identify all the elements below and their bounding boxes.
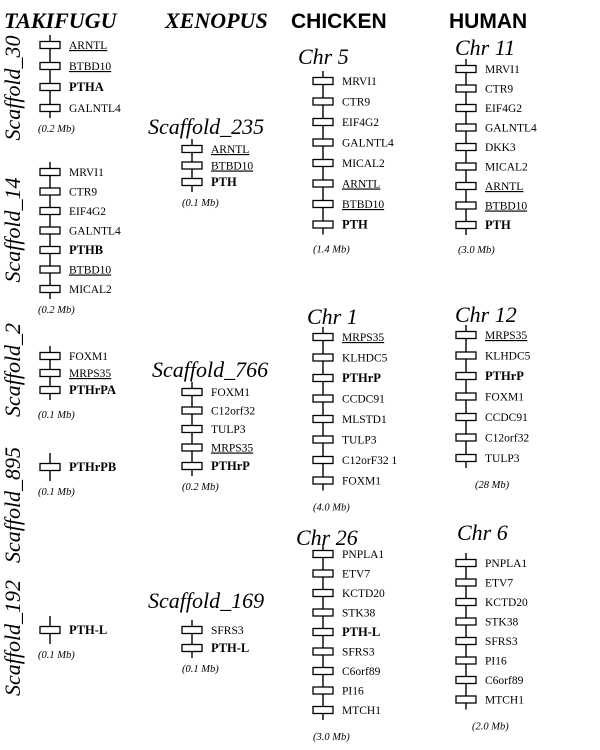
gene-marker	[313, 477, 333, 484]
gene-marker	[40, 286, 60, 293]
block-size-label: (1.4 Mb)	[313, 244, 350, 256]
gene-label-mrvi1: MRVI1	[485, 64, 520, 76]
gene-marker	[313, 436, 333, 443]
gene-label-btbd10: BTBD10	[69, 61, 112, 73]
gene-label-dkk3: DKK3	[485, 142, 516, 154]
gene-marker	[456, 66, 476, 73]
gene-label-pth: PTH	[342, 217, 368, 232]
block-title: Scaffold_2	[0, 322, 25, 418]
column-header-chicken: CHICKEN	[291, 10, 387, 33]
gene-marker	[456, 202, 476, 209]
gene-label-btbd10: BTBD10	[342, 199, 385, 211]
gene-marker	[40, 169, 60, 176]
gene-label-kctd20: KCTD20	[485, 597, 528, 609]
block-title: Scaffold_192	[0, 579, 25, 697]
gene-label-klhdc5: KLHDC5	[485, 350, 531, 363]
block-size-label: (0.2 Mb)	[38, 124, 75, 135]
gene-marker	[40, 208, 60, 215]
block-title: Chr 1	[307, 304, 358, 329]
block-size-label: (0.2 Mb)	[38, 305, 75, 316]
block-size-label: (0.1 Mb)	[38, 410, 75, 421]
gene-label-mrvi1: MRVI1	[342, 76, 377, 88]
block-size-label: (2.0 Mb)	[472, 721, 509, 733]
gene-marker	[313, 457, 333, 464]
gene-label-mtch1: MTCH1	[342, 705, 381, 717]
gene-label-pthb: PTHB	[69, 243, 104, 257]
gene-label-pi16: PI16	[485, 655, 507, 668]
block-title: Scaffold_30	[0, 35, 25, 141]
gene-marker	[313, 334, 333, 341]
column-header-takifugu: TAKIFUGU	[4, 8, 117, 33]
gene-label-c12orf32: C12orf32	[211, 405, 256, 418]
gene-label-pthrp: PTHrP	[211, 459, 250, 473]
gene-label-btbd10: BTBD10	[69, 264, 112, 277]
gene-marker	[40, 105, 60, 112]
gene-marker	[313, 180, 333, 187]
gene-marker	[182, 463, 202, 470]
gene-marker	[182, 645, 202, 652]
gene-label-mrps35: MRPS35	[69, 368, 112, 380]
gene-label-pth: PTH	[211, 175, 237, 189]
gene-label-pth-l: PTH-L	[211, 641, 250, 655]
synteny-block-chr-26	[296, 525, 385, 743]
gene-label-ptha: PTHA	[69, 80, 104, 94]
gene-marker	[313, 609, 333, 616]
gene-marker	[182, 146, 202, 153]
gene-marker	[456, 618, 476, 625]
gene-marker	[313, 395, 333, 402]
gene-label-galntl4: GALNTL4	[342, 137, 394, 150]
block-size-label: (3.0 Mb)	[458, 245, 495, 256]
synteny-block-scaffold-192	[0, 580, 107, 696]
gene-marker	[40, 63, 60, 70]
block-title: Chr 12	[455, 302, 517, 327]
synteny-blocks	[0, 35, 537, 743]
gene-marker	[456, 638, 476, 645]
synteny-block-chr-6	[456, 520, 528, 733]
gene-label-pth-l: PTH-L	[342, 625, 381, 639]
gene-label-pthrpb: PTHrPB	[69, 460, 117, 474]
gene-label-arntl: ARNTL	[211, 144, 250, 156]
gene-marker	[40, 370, 60, 377]
block-size-label: (0.1 Mb)	[38, 650, 75, 661]
gene-marker	[313, 570, 333, 577]
gene-marker	[40, 266, 60, 273]
block-title: Chr 6	[457, 520, 508, 545]
gene-label-mical2: MICAL2	[485, 161, 528, 174]
gene-label-c12orf32: C12orf32	[485, 432, 530, 445]
gene-label-tulp3: TULP3	[342, 434, 377, 447]
gene-marker	[313, 707, 333, 714]
gene-label-klhdc5: KLHDC5	[342, 352, 388, 365]
gene-marker	[456, 393, 476, 400]
synteny-block-scaffold-235	[148, 114, 264, 209]
gene-label-mlstd1: MLSTD1	[342, 414, 387, 426]
gene-marker	[456, 560, 476, 567]
synteny-block-scaffold-895	[0, 447, 116, 563]
block-size-label: (0.1 Mb)	[182, 198, 219, 209]
block-title: Scaffold_169	[148, 588, 265, 613]
gene-label-pth-l: PTH-L	[69, 623, 108, 637]
gene-marker	[456, 599, 476, 606]
column-header-xenopus: XENOPUS	[165, 8, 268, 33]
block-title: Scaffold_895	[0, 446, 25, 564]
block-size-label: (4.0 Mb)	[313, 502, 350, 514]
gene-label-foxm1: FOXM1	[342, 475, 381, 488]
gene-label-stk38: STK38	[485, 616, 519, 629]
gene-label-arntl: ARNTL	[342, 178, 381, 191]
gene-marker	[40, 247, 60, 254]
gene-marker	[456, 677, 476, 684]
gene-marker	[313, 221, 333, 228]
gene-label-btbd10: BTBD10	[485, 200, 528, 213]
block-title: Chr 11	[455, 35, 516, 60]
gene-marker	[456, 183, 476, 190]
gene-label-mrvi1: MRVI1	[69, 167, 104, 179]
gene-marker	[40, 353, 60, 360]
gene-marker	[313, 375, 333, 382]
gene-marker	[182, 162, 202, 169]
gene-marker	[456, 579, 476, 586]
synteny-block-scaffold-2	[0, 323, 116, 421]
gene-marker	[313, 201, 333, 208]
gene-marker	[313, 119, 333, 126]
gene-label-tulp3: TULP3	[485, 453, 520, 465]
block-title: Chr 26	[296, 525, 358, 550]
gene-marker	[313, 160, 333, 167]
gene-label-etv7: ETV7	[485, 577, 514, 590]
gene-marker	[40, 464, 60, 471]
gene-label-eif4g2: EIF4G2	[485, 103, 523, 115]
gene-marker	[456, 696, 476, 703]
gene-label-mrps35: MRPS35	[342, 332, 385, 344]
gene-label-arntl: ARNTL	[485, 181, 524, 193]
gene-label-ccdc91: CCDC91	[342, 393, 385, 406]
gene-marker	[456, 222, 476, 229]
gene-marker	[456, 373, 476, 380]
gene-label-mtch1: MTCH1	[485, 694, 524, 707]
block-title: Chr 5	[298, 44, 349, 69]
gene-label-galntl4: GALNTL4	[485, 122, 537, 135]
block-size-label: (28 Mb)	[475, 480, 510, 491]
gene-label-galntl4: GALNTL4	[69, 225, 121, 238]
gene-marker	[182, 426, 202, 433]
synteny-block-chr-12	[455, 302, 531, 491]
gene-label-pthrp: PTHrP	[342, 371, 381, 385]
gene-marker	[40, 84, 60, 91]
synteny-block-scaffold-30	[0, 35, 121, 141]
gene-label-pthrp: PTHrP	[485, 369, 524, 383]
gene-label-sfrs3: SFRS3	[485, 636, 518, 648]
gene-label-ccdc91: CCDC91	[485, 412, 528, 424]
synteny-block-chr-1	[307, 304, 398, 514]
gene-label-ctr9: CTR9	[485, 83, 514, 96]
gene-marker	[313, 687, 333, 694]
block-size-label: (3.0 Mb)	[313, 732, 350, 743]
gene-marker	[456, 85, 476, 92]
gene-marker	[313, 629, 333, 636]
gene-marker	[313, 78, 333, 85]
gene-marker	[456, 414, 476, 421]
gene-label-c6orf89: C6orf89	[342, 666, 381, 678]
gene-label-tulp3: TULP3	[211, 424, 246, 436]
gene-label-sfrs3: SFRS3	[211, 625, 244, 637]
gene-label-galntl4: GALNTL4	[69, 103, 121, 115]
gene-marker	[313, 590, 333, 597]
synteny-block-chr-11	[455, 35, 537, 256]
gene-marker	[456, 124, 476, 131]
gene-label-c6orf89: C6orf89	[485, 675, 524, 687]
gene-label-foxm1: FOXM1	[69, 351, 108, 363]
gene-label-pi16: PI16	[342, 685, 364, 698]
block-size-label: (0.1 Mb)	[182, 664, 219, 675]
gene-marker	[40, 627, 60, 634]
gene-marker	[456, 105, 476, 112]
gene-marker	[456, 332, 476, 339]
gene-label-foxm1: FOXM1	[211, 387, 250, 399]
column-header-human: HUMAN	[449, 10, 528, 33]
gene-label-pthrpa: PTHrPA	[69, 383, 116, 397]
gene-marker	[313, 551, 333, 558]
gene-marker	[182, 389, 202, 396]
synteny-block-scaffold-14	[0, 162, 121, 316]
gene-label-c12orf32-1: C12orF32 1	[342, 455, 398, 467]
gene-label-arntl: ARNTL	[69, 40, 108, 52]
gene-marker	[456, 163, 476, 170]
gene-label-ctr9: CTR9	[342, 96, 371, 109]
gene-label-mrps35: MRPS35	[485, 330, 528, 342]
gene-marker	[313, 354, 333, 361]
block-size-label: (0.1 Mb)	[38, 487, 75, 498]
gene-marker	[40, 188, 60, 195]
gene-label-foxm1: FOXM1	[485, 391, 524, 404]
gene-label-pnpla1: PNPLA1	[485, 558, 528, 570]
gene-label-btbd10: BTBD10	[211, 160, 254, 173]
gene-marker	[456, 434, 476, 441]
gene-label-pnpla1: PNPLA1	[342, 549, 385, 561]
synteny-block-scaffold-766	[152, 357, 268, 493]
gene-marker	[40, 227, 60, 234]
gene-marker	[182, 627, 202, 634]
gene-label-etv7: ETV7	[342, 568, 371, 581]
synteny-block-scaffold-169	[148, 588, 264, 675]
gene-marker	[40, 387, 60, 394]
synteny-block-chr-5	[298, 44, 394, 256]
gene-marker	[313, 98, 333, 105]
gene-marker	[40, 42, 60, 49]
gene-label-mical2: MICAL2	[342, 158, 385, 170]
gene-marker	[313, 139, 333, 146]
gene-label-eif4g2: EIF4G2	[342, 117, 380, 129]
block-title: Scaffold_14	[0, 177, 25, 283]
gene-label-mrps35: MRPS35	[211, 442, 254, 455]
gene-marker	[182, 444, 202, 451]
block-title: Scaffold_766	[152, 357, 269, 382]
block-title: Scaffold_235	[148, 114, 265, 139]
gene-marker	[456, 144, 476, 151]
gene-marker	[456, 352, 476, 359]
gene-marker	[182, 179, 202, 186]
block-size-label: (0.2 Mb)	[182, 482, 219, 493]
gene-marker	[182, 407, 202, 414]
gene-marker	[456, 657, 476, 664]
gene-marker	[313, 668, 333, 675]
gene-label-ctr9: CTR9	[69, 186, 98, 199]
gene-marker	[313, 648, 333, 655]
gene-label-eif4g2: EIF4G2	[69, 206, 107, 218]
gene-label-kctd20: KCTD20	[342, 588, 385, 600]
gene-marker	[456, 455, 476, 462]
gene-label-sfrs3: SFRS3	[342, 646, 375, 659]
gene-label-pth: PTH	[485, 218, 511, 232]
gene-label-mical2: MICAL2	[69, 284, 112, 296]
gene-label-stk38: STK38	[342, 607, 376, 620]
gene-marker	[313, 416, 333, 423]
